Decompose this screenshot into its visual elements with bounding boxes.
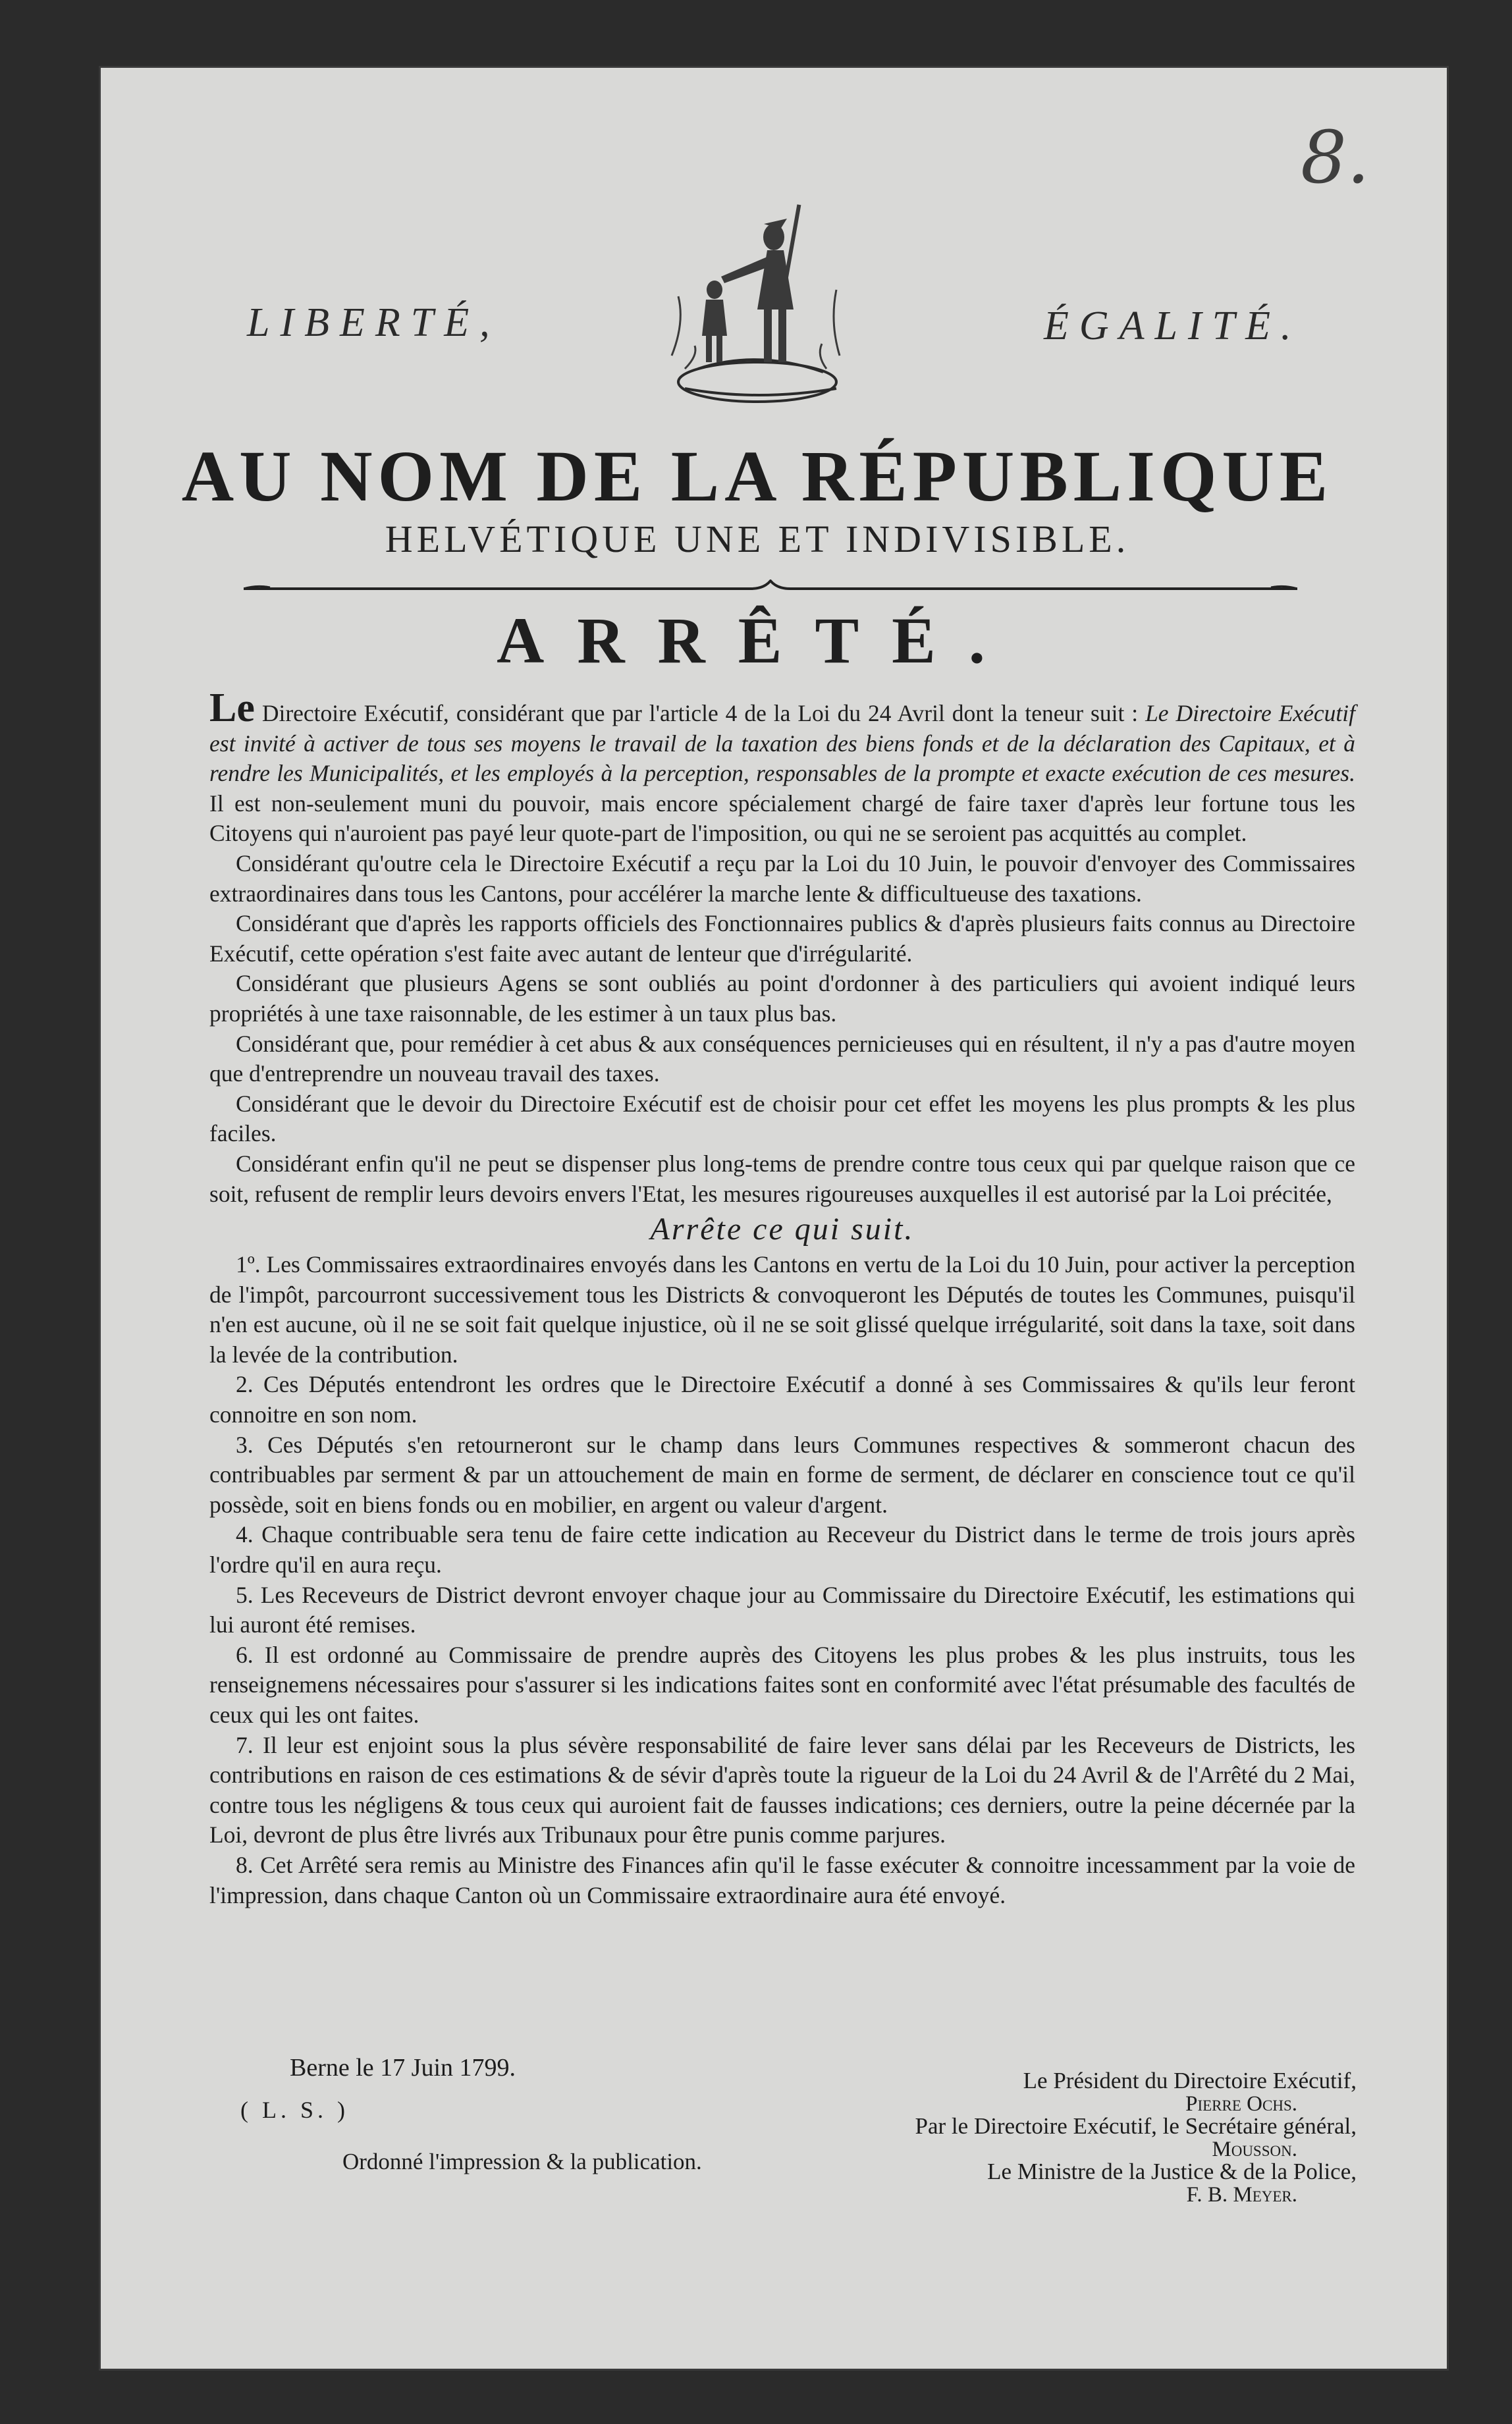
article-paragraph: 4. Chaque contribuable sera tenu de faire cette indication au Receveur du District dans le terme de trois jours après l'ordre qu'il en aura reçu. — [209, 1521, 1355, 1578]
motto-egalite: ÉGALITÉ. — [1044, 304, 1302, 348]
preamble-paragraph — [209, 686, 1355, 849]
william-tell-emblem-icon — [659, 191, 856, 415]
motto-liberte: LIBERTÉ, — [247, 300, 500, 345]
considerant-paragraph: Considérant enfin qu'il ne peut se dispenser plus long-tems de prendre contre tous ceux qui par quelque raison que ce soit, refusent de remplir leurs devoirs envers l'Etat, les mesures rigoureuses auxquelles il est autorisé par la Loi précitée, — [209, 1150, 1355, 1207]
article-paragraph: 1º. Les Commissaires extraordinaires envoyés dans les Cantons en vertu de la Loi du 10 Juin, pour activer la perception de l'impôt, parcourront successivement tous les Districts & convoqueront les Députés de toutes les Communes, puisqu'il n'en est aucune, où il ne se soit fait quelque injustice, où il ne se soit glissé quelque irrégularité, soit dans la taxe, soit dans la levée de la contribution. — [209, 1251, 1355, 1368]
article-paragraph: 3. Ces Députés s'en retourneront sur le champ dans leurs Communes respectives & sommeront chacun des contribuables par serment & par un attouchement de main en forme de serment, de déclarer en conscience tout ce qu'il possède, soit en biens fonds ou en mobilier, en argent ou valeur d'argent. — [209, 1431, 1355, 1518]
signature-name-president: Pierre Ochs. — [1185, 2091, 1297, 2116]
date-line: Berne le 17 Juin 1799. — [290, 2054, 516, 2082]
considerant-paragraph: Considérant que, pour remédier à cet abus & aux conséquences pernicieuses qui en résultent, il n'y a pas d'autre moyen que d'entreprendre un nouveau travail des taxes. — [209, 1030, 1355, 1087]
signature-title-president: Le Président du Directoire Exécutif, — [1023, 2068, 1357, 2093]
arrete-ce-qui-suit-heading: Arrête ce qui suit. — [650, 1212, 915, 1247]
signature-title-secretary: Par le Directoire Exécutif, le Secrétaire général, — [915, 2113, 1357, 2139]
signature-block — [790, 2070, 1357, 2206]
considerant-paragraph: Considérant que d'après les rapports officiels des Fonctionnaires publics & d'après plusieurs faits connus au Directoire Exécutif, cette opération s'est faite avec autant de lenteur que d'irrégularité. — [209, 910, 1355, 967]
decree-body — [209, 686, 1355, 1910]
dropcap: Le — [209, 686, 255, 730]
article-paragraph: 2. Ces Députés entendront les ordres que le Directoire Exécutif a donné à ses Commissaires & qu'ils leur feront connoitre en son nom. — [209, 1371, 1355, 1428]
handwritten-page-number: 8. — [1301, 115, 1370, 200]
considerant-paragraph: Considérant qu'outre cela le Directoire Exécutif a reçu par la Loi du 10 Juin, le pouvoir d'envoyer des Commissaires extraordinaires dans tous les Cantons, pour accélérer la marche lente & difficultueuse des taxations. — [209, 849, 1355, 907]
seal-mark: ( L. S. ) — [240, 2097, 349, 2123]
decree-heading: ARRÊTÉ. — [497, 604, 1018, 677]
signature-name-minister: F. B. Meyer. — [1186, 2182, 1297, 2207]
article-paragraph: 6. Il est ordonné au Commissaire de prendre auprès des Citoyens les plus probes & les plus instruits, tous les renseignemens nécessaires pour s'assurer si les indications faites sont en conformité avec l'état présumable des facultés de ceux qui les ont faites. — [209, 1641, 1355, 1728]
article-paragraph: 7. Il leur est enjoint sous la plus sévère responsabilité de faire lever sans délai par les Receveurs de Districts, les contributions en raison de ces estimations & de sévir d'après toute la rigueur de la Loi du 24 Avril & de l'Arrêté du 2 Mai, contre tous les négligens & tous ceux qui auroient fait de fausses indications; ces derniers, outre la peine décernée par la Loi, devront de plus être livrés aux Tribunaux pour être punis comme parjures. — [209, 1731, 1355, 1848]
signature-name-secretary: Mousson. — [1212, 2137, 1297, 2161]
publication-order: Ordonné l'impression & la publication. — [342, 2149, 702, 2174]
preamble-quoted-law: Le Directoire Exécutif est invité à activer de tous ses moyens le travail de la taxation des biens fonds et de la déclaration des Capitaux, et à rendre les Municipalités, et les employés à la perception, responsables de la prompte et exacte exécution de ces mesures. — [209, 700, 1355, 787]
considerant-paragraph: Considérant que le devoir du Directoire Exécutif est de choisir pour cet effet les moyens les plus prompts & les plus faciles. — [209, 1090, 1355, 1147]
subtitle-helvetique: HELVÉTIQUE UNE ET INDIVISIBLE. — [385, 518, 1130, 560]
article-paragraph: 5. Les Receveurs de District devront envoyer chaque jour au Commissaire du Directoire Exécutif, les estimations qui lui auront été remises. — [209, 1581, 1355, 1638]
preamble-text-a: Directoire Exécutif, considérant que par l'article 4 de la Loi du 24 Avril dont la teneur suit : — [254, 700, 1146, 726]
preamble-text-b: Il est non-seulement muni du pouvoir, mais encore spécialement chargé de faire taxer d'après leur fortune tous les Citoyens qui n'auroient pas payé leur quote-part de l'imposition, ou qui ne se seroient pas acquittés au complet. — [209, 790, 1355, 847]
title-republique: AU NOM DE LA RÉPUBLIQUE — [181, 436, 1334, 516]
signature-title-minister: Le Ministre de la Justice & de la Police, — [987, 2159, 1357, 2184]
article-paragraph: 8. Cet Arrêté sera remis au Ministre des Finances afin qu'il le fasse exécuter & connoitre incessamment par la voie de l'impression, dans chaque Canton où un Commissaire extraordinaire aura été envoyé. — [209, 1851, 1355, 1908]
considerant-paragraph: Considérant que plusieurs Agens se sont oubliés au point d'ordonner à des particuliers qui avoient indiqué leurs propriétés à une taxe raisonnable, de les estimer à un taux plus bas. — [209, 970, 1355, 1027]
ornamental-divider — [244, 579, 1297, 597]
